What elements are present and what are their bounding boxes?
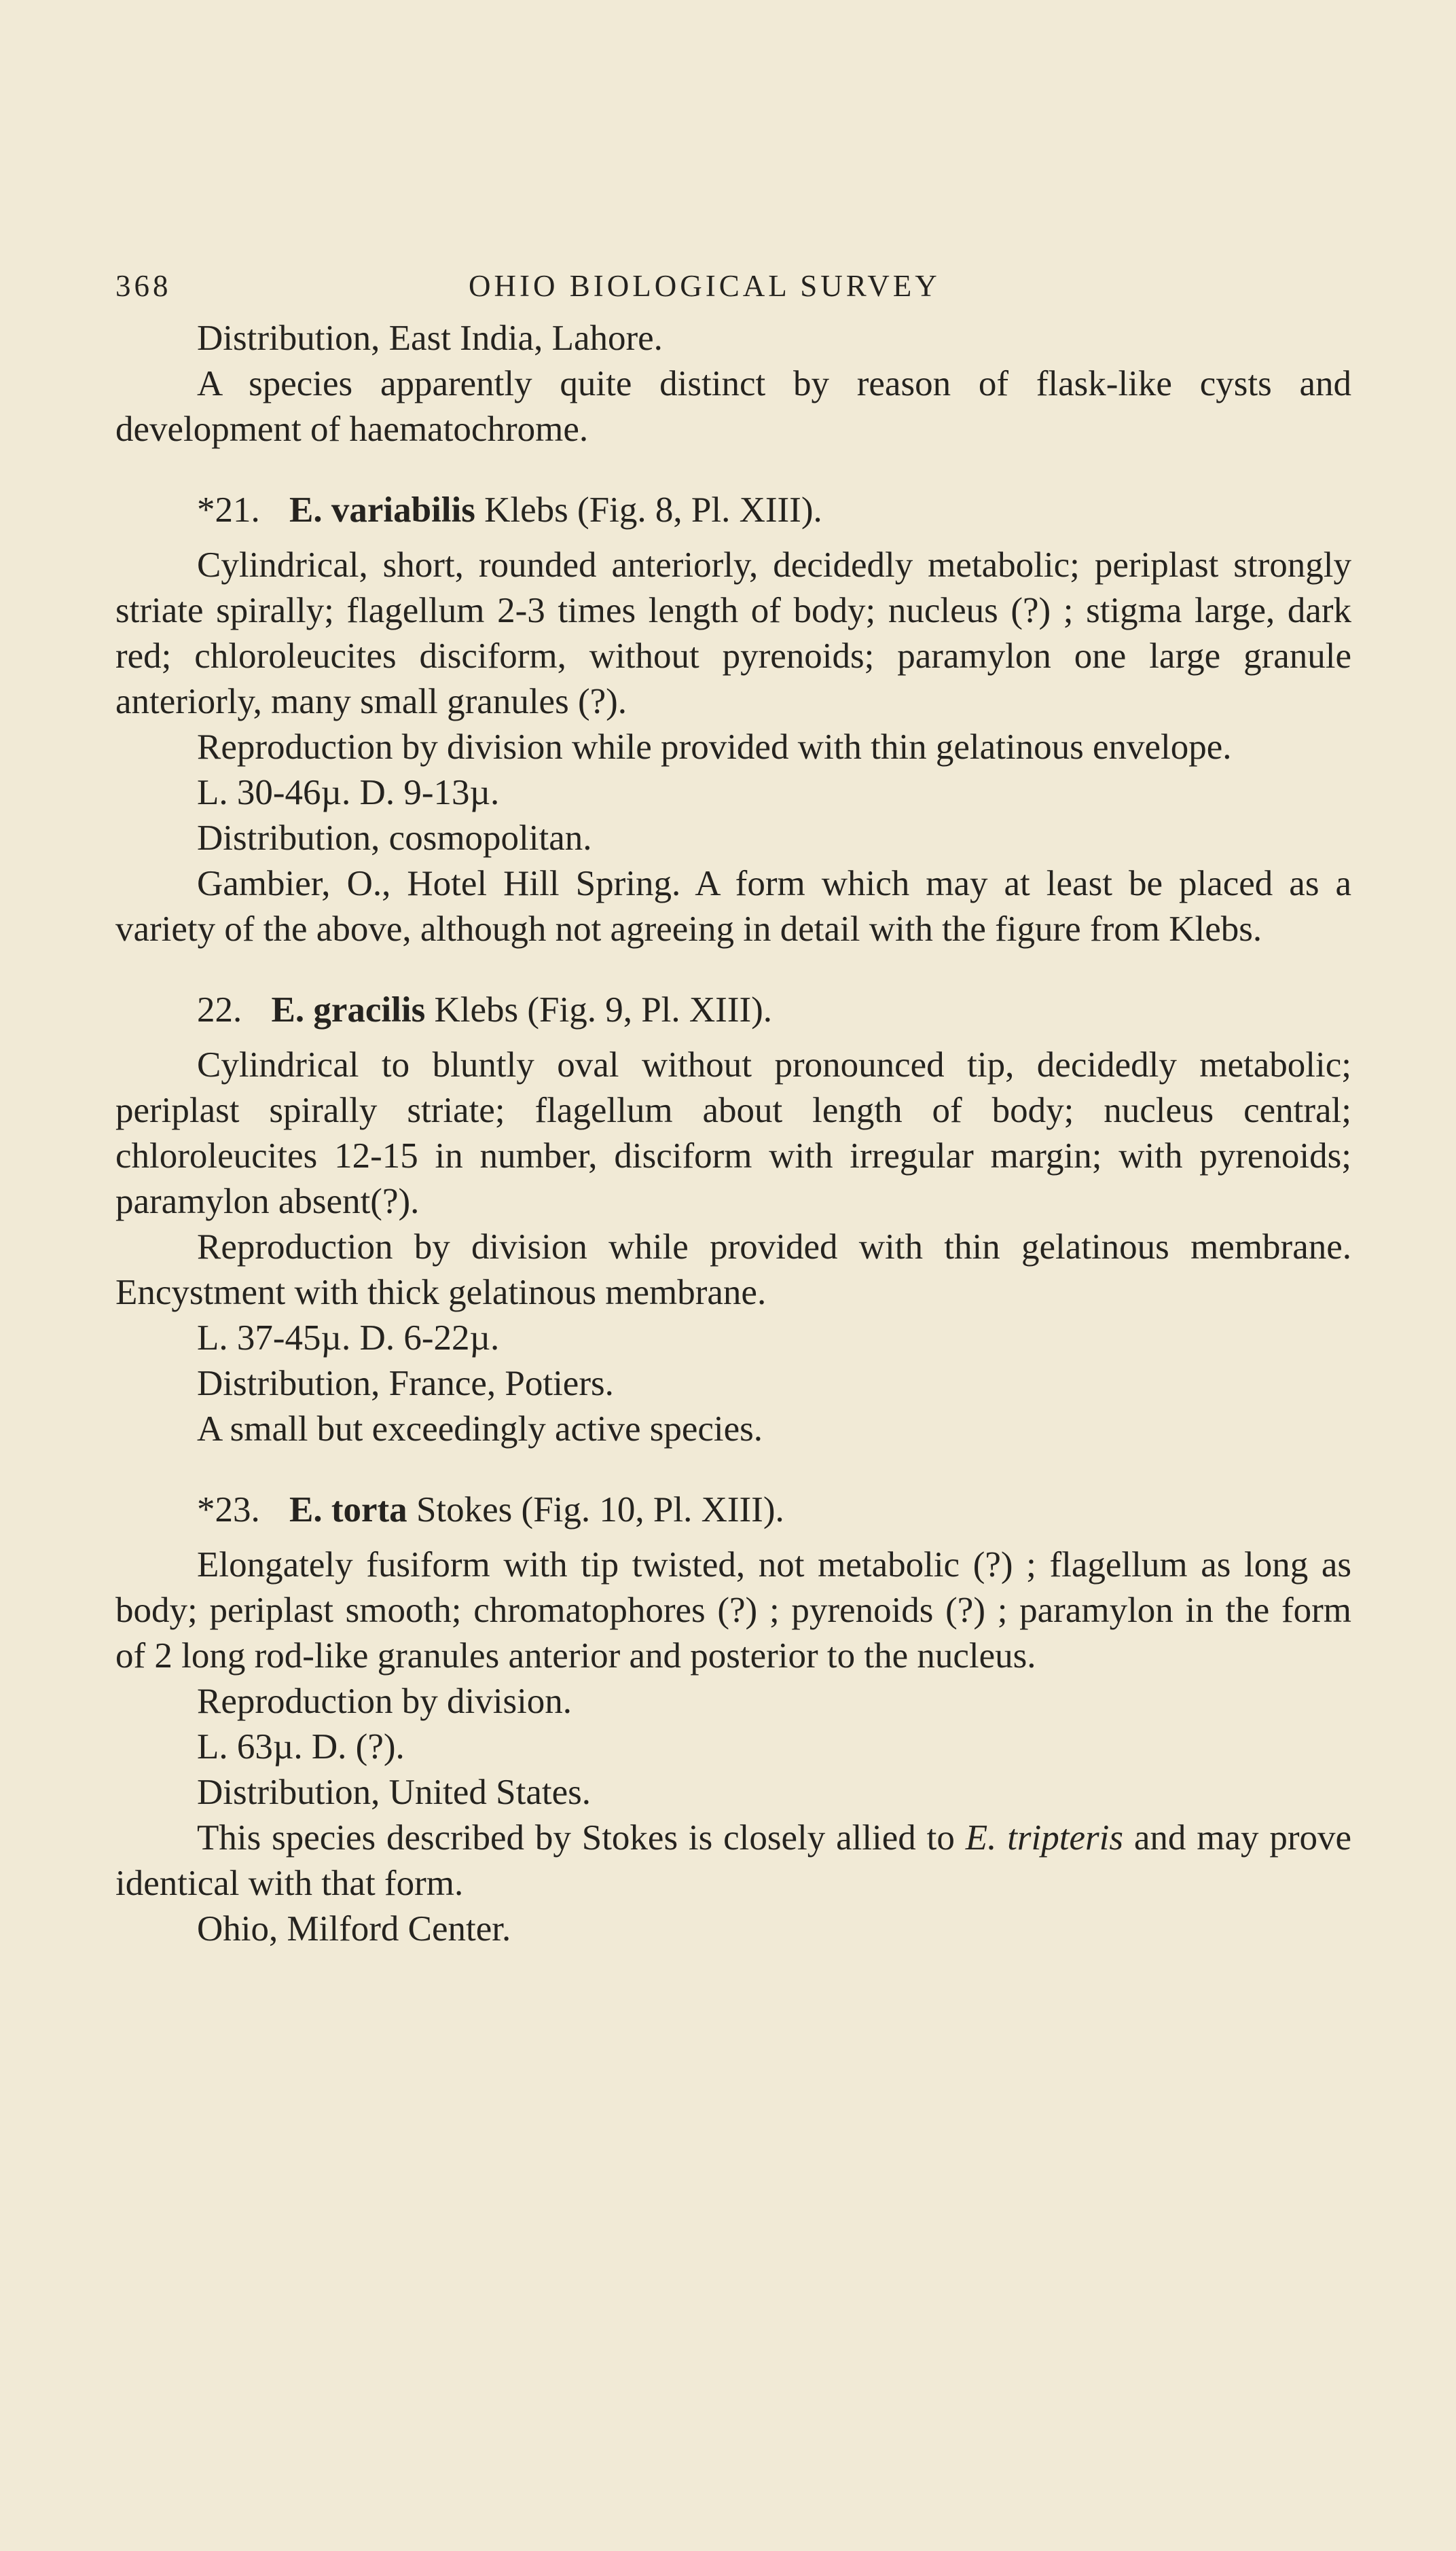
affinity-note bbox=[115, 1815, 1351, 1906]
distribution: Distribution, United States. bbox=[197, 1773, 592, 1812]
entry-number: 22. bbox=[197, 990, 242, 1030]
species-entry-21 bbox=[115, 488, 1351, 952]
intro-section bbox=[115, 316, 1351, 452]
reproduction-paragraph: Reproduction by division while provided with thin gelatinous membrane. Encystment with thick gelatinous membrane. bbox=[115, 1227, 1351, 1312]
entry-title-rest: Klebs (Fig. 8, Pl. XIII). bbox=[484, 490, 822, 530]
description-paragraph: Cylindrical to bluntly oval without pronounced tip, decidedly metabolic; periplast spirally striate; flagellum about length of body; nucleus central; chloroleucites 12-15 in number, disciform with irregular margin; with pyrenoids; paramylon absent(?). bbox=[115, 1045, 1351, 1221]
dimensions: L. 30-46µ. D. 9-13µ. bbox=[197, 773, 500, 812]
page-header bbox=[115, 268, 1351, 316]
species-name: E. torta bbox=[289, 1490, 407, 1530]
intro-remark: A species apparently quite distinct by reason of flask-like cysts and development of haematochrome. bbox=[115, 364, 1351, 449]
distribution: Distribution, France, Potiers. bbox=[197, 1364, 614, 1403]
entry-title-rest: Stokes (Fig. 10, Pl. XIII). bbox=[416, 1490, 784, 1530]
affinity-text-before: This species described by Stokes is closely allied to bbox=[197, 1818, 966, 1858]
entry-title bbox=[115, 488, 1351, 533]
species-name: E. variabilis bbox=[289, 490, 475, 530]
dimensions: L. 63µ. D. (?). bbox=[197, 1727, 405, 1767]
description-paragraph: Elongately fusiform with tip twisted, not metabolic (?) ; flagellum as long as body; periplast smooth; chromatophores (?) ; pyrenoids (?) ; paramylon in the form of 2 long rod-like granules anterior and posterior to the nucleus. bbox=[115, 1545, 1351, 1676]
description-paragraph: Cylindrical, short, rounded anteriorly, decidedly metabolic; periplast strongly striate spirally; flagellum 2-3 times length of body; nucleus (?) ; stigma large, dark red; chloroleucites disciform, without pyrenoids; paramylon one large granule anteriorly, many small granules (?). bbox=[115, 545, 1351, 721]
page-number: 368 bbox=[115, 269, 172, 303]
species-entry-22 bbox=[115, 988, 1351, 1452]
affinity-text-after: and may prove identical with that form. bbox=[115, 1818, 1351, 1903]
entry-title bbox=[115, 1487, 1351, 1533]
intro-distribution: Distribution, East India, Lahore. bbox=[197, 319, 663, 358]
page bbox=[115, 268, 1351, 2319]
entry-number: *23. bbox=[197, 1490, 260, 1530]
running-head: OHIO BIOLOGICAL SURVEY bbox=[469, 269, 941, 303]
distribution: Distribution, cosmopolitan. bbox=[197, 818, 592, 858]
reproduction-paragraph: Reproduction by division while provided with thin gelatinous envelope. bbox=[197, 727, 1232, 767]
reproduction-paragraph: Reproduction by division. bbox=[197, 1682, 572, 1721]
species-name: E. gracilis bbox=[271, 990, 426, 1030]
italic-species-name: E. tripteris bbox=[965, 1818, 1124, 1858]
entry-title bbox=[115, 988, 1351, 1033]
locality-note: Gambier, O., Hotel Hill Spring. A form which may at least be placed as a variety of the above, although not agreeing in detail with the figure from Klebs. bbox=[115, 864, 1351, 949]
remark: A small but exceedingly active species. bbox=[197, 1409, 763, 1449]
species-entry-23 bbox=[115, 1487, 1351, 1952]
dimensions: L. 37-45µ. D. 6-22µ. bbox=[197, 1318, 500, 1358]
entry-number: *21. bbox=[197, 490, 260, 530]
entry-title-rest: Klebs (Fig. 9, Pl. XIII). bbox=[434, 990, 773, 1030]
ohio-locality: Ohio, Milford Center. bbox=[197, 1909, 511, 1949]
